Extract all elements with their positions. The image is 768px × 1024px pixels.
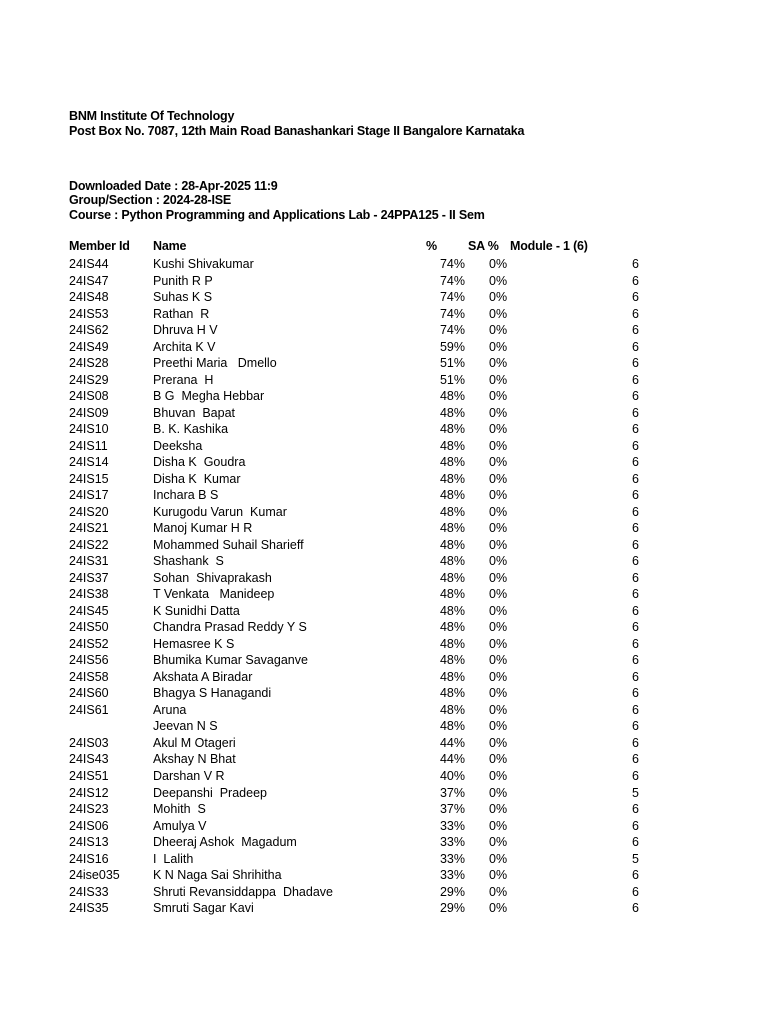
sa-percent-cell: 0% xyxy=(489,735,508,750)
module-cell: 6 xyxy=(632,257,639,271)
member-id-cell: 24IS53 xyxy=(69,306,109,321)
percent-cell: 48% xyxy=(439,603,465,618)
table-row xyxy=(0,487,768,504)
member-id-cell: 24ise035 xyxy=(69,868,120,883)
table-row xyxy=(0,306,768,323)
name-cell: B. K. Kashika xyxy=(153,422,229,437)
sa-percent-cell: 0% xyxy=(489,603,508,618)
percent-cell: 74% xyxy=(439,273,465,288)
sa-percent-cell: 0% xyxy=(489,290,508,305)
sa-percent-cell: 0% xyxy=(489,257,508,271)
sa-percent-cell: 0% xyxy=(489,356,508,371)
member-id-cell: 24IS29 xyxy=(69,372,109,387)
sa-percent-cell: 0% xyxy=(489,389,508,404)
percent-cell: 59% xyxy=(439,339,465,354)
percent-cell: 48% xyxy=(439,620,465,635)
name-cell: Darshan V R xyxy=(153,768,225,783)
table-row xyxy=(0,372,768,389)
percent-cell: 74% xyxy=(439,323,465,338)
module-cell: 6 xyxy=(632,802,639,817)
module-cell: 6 xyxy=(632,901,639,916)
table-row xyxy=(0,421,768,438)
table-row xyxy=(0,603,768,620)
sa-percent-cell: 0% xyxy=(489,702,508,717)
sa-percent-cell: 0% xyxy=(489,868,508,883)
table-row xyxy=(0,818,768,835)
institute-address: Post Box No. 7087, 12th Main Road Banashankari Stage II Bangalore Karnataka xyxy=(69,124,525,138)
name-cell: Inchara B S xyxy=(153,488,219,503)
name-cell: Manoj Kumar H R xyxy=(153,521,253,536)
table-row xyxy=(0,702,768,719)
member-id-cell: 24IS08 xyxy=(69,389,109,404)
name-cell: Prerana H xyxy=(153,372,214,387)
module-cell: 6 xyxy=(632,835,639,850)
table-row xyxy=(0,900,768,917)
name-cell: I Lalith xyxy=(153,851,194,866)
module-cell: 6 xyxy=(632,521,639,536)
sa-percent-cell: 0% xyxy=(489,802,508,817)
percent-cell: 48% xyxy=(439,488,465,503)
percent-cell: 74% xyxy=(439,306,465,321)
percent-cell: 48% xyxy=(439,455,465,470)
sa-percent-cell: 0% xyxy=(489,306,508,321)
percent-cell: 48% xyxy=(439,570,465,585)
member-id-cell: 24IS47 xyxy=(69,273,109,288)
percent-cell: 51% xyxy=(439,372,465,387)
module-cell: 6 xyxy=(632,719,639,734)
table-row xyxy=(0,504,768,521)
header-name: Name xyxy=(153,239,187,253)
table-row xyxy=(0,801,768,818)
name-cell: B G Megha Hebbar xyxy=(153,389,265,404)
name-cell: Archita K V xyxy=(153,339,216,354)
module-cell: 6 xyxy=(632,537,639,552)
percent-cell: 48% xyxy=(439,702,465,717)
sa-percent-cell: 0% xyxy=(489,339,508,354)
header-member-id: Member Id xyxy=(69,239,130,253)
percent-cell: 74% xyxy=(439,290,465,305)
percent-cell: 33% xyxy=(439,835,465,850)
table-row xyxy=(0,685,768,702)
name-cell: Bhuvan Bapat xyxy=(153,405,236,420)
name-cell: Aruna xyxy=(153,702,187,717)
name-cell: Shashank S xyxy=(153,554,224,569)
module-cell: 6 xyxy=(632,438,639,453)
sa-percent-cell: 0% xyxy=(489,504,508,519)
module-cell: 6 xyxy=(632,868,639,883)
module-cell: 6 xyxy=(632,422,639,437)
member-id-cell: 24IS37 xyxy=(69,570,109,585)
table-row xyxy=(0,718,768,735)
module-cell: 6 xyxy=(632,620,639,635)
table-row xyxy=(0,322,768,339)
member-id-cell: 24IS31 xyxy=(69,554,109,569)
module-cell: 6 xyxy=(632,339,639,354)
table-row xyxy=(0,884,768,901)
name-cell: Punith R P xyxy=(153,273,213,288)
percent-cell: 33% xyxy=(439,818,465,833)
percent-cell: 29% xyxy=(439,884,465,899)
name-cell: Deepanshi Pradeep xyxy=(153,785,267,800)
percent-cell: 48% xyxy=(439,636,465,651)
percent-cell: 44% xyxy=(439,735,465,750)
sa-percent-cell: 0% xyxy=(489,587,508,602)
member-id-cell: 24IS21 xyxy=(69,521,109,536)
sa-percent-cell: 0% xyxy=(489,686,508,701)
name-cell: Akul M Otageri xyxy=(153,735,236,750)
member-id-cell: 24IS23 xyxy=(69,802,109,817)
name-cell: Amulya V xyxy=(153,818,207,833)
module-cell: 6 xyxy=(632,570,639,585)
table-row xyxy=(0,256,768,273)
module-cell: 6 xyxy=(632,603,639,618)
header-sa-percent: SA % xyxy=(468,239,499,253)
percent-cell: 48% xyxy=(439,669,465,684)
table-row xyxy=(0,355,768,372)
member-id-cell: 24IS45 xyxy=(69,603,109,618)
member-id-cell: 24IS06 xyxy=(69,818,109,833)
member-id-cell: 24IS10 xyxy=(69,422,109,437)
percent-cell: 37% xyxy=(439,785,465,800)
module-cell: 6 xyxy=(632,405,639,420)
module-cell: 6 xyxy=(632,818,639,833)
sa-percent-cell: 0% xyxy=(489,653,508,668)
sa-percent-cell: 0% xyxy=(489,719,508,734)
group-section: Group/Section : 2024-28-ISE xyxy=(69,193,232,207)
module-cell: 6 xyxy=(632,488,639,503)
member-id-cell: 24IS43 xyxy=(69,752,109,767)
sa-percent-cell: 0% xyxy=(489,901,508,916)
member-id-cell: 24IS14 xyxy=(69,455,109,470)
percent-cell: 48% xyxy=(439,554,465,569)
table-row xyxy=(0,851,768,868)
header-percent: % xyxy=(426,239,437,253)
member-id-cell: 24IS62 xyxy=(69,323,109,338)
member-id-cell: 24IS56 xyxy=(69,653,109,668)
percent-cell: 29% xyxy=(439,901,465,916)
member-id-cell: 24IS03 xyxy=(69,735,109,750)
percent-cell: 37% xyxy=(439,802,465,817)
module-cell: 6 xyxy=(632,306,639,321)
table-row xyxy=(0,339,768,356)
sa-percent-cell: 0% xyxy=(489,554,508,569)
module-cell: 6 xyxy=(632,735,639,750)
module-cell: 5 xyxy=(632,785,639,800)
member-id-cell: 24IS52 xyxy=(69,636,109,651)
sa-percent-cell: 0% xyxy=(489,471,508,486)
member-id-cell: 24IS58 xyxy=(69,669,109,684)
table-row xyxy=(0,405,768,422)
name-cell: Akshata A Biradar xyxy=(153,669,253,684)
module-cell: 6 xyxy=(632,323,639,338)
name-cell: K Sunidhi Datta xyxy=(153,603,240,618)
module-cell: 6 xyxy=(632,389,639,404)
table-row xyxy=(0,553,768,570)
percent-cell: 40% xyxy=(439,768,465,783)
name-cell: Disha K Goudra xyxy=(153,455,246,470)
percent-cell: 48% xyxy=(439,422,465,437)
table-row xyxy=(0,471,768,488)
sa-percent-cell: 0% xyxy=(489,521,508,536)
name-cell: T Venkata Manideep xyxy=(153,587,275,602)
sa-percent-cell: 0% xyxy=(489,884,508,899)
module-cell: 6 xyxy=(632,686,639,701)
percent-cell: 48% xyxy=(439,405,465,420)
member-id-cell: 24IS09 xyxy=(69,405,109,420)
module-cell: 5 xyxy=(632,851,639,866)
percent-cell: 48% xyxy=(439,719,465,734)
member-id-cell: 24IS22 xyxy=(69,537,109,552)
member-id-cell: 24IS38 xyxy=(69,587,109,602)
sa-percent-cell: 0% xyxy=(489,537,508,552)
name-cell: Rathan R xyxy=(153,306,210,321)
module-cell: 6 xyxy=(632,455,639,470)
sa-percent-cell: 0% xyxy=(489,455,508,470)
member-id-cell: 24IS48 xyxy=(69,290,109,305)
sa-percent-cell: 0% xyxy=(489,273,508,288)
name-cell: Preethi Maria Dmello xyxy=(153,356,277,371)
table-row xyxy=(0,586,768,603)
sa-percent-cell: 0% xyxy=(489,752,508,767)
module-cell: 6 xyxy=(632,636,639,651)
sa-percent-cell: 0% xyxy=(489,835,508,850)
percent-cell: 48% xyxy=(439,504,465,519)
member-id-cell: 24IS28 xyxy=(69,356,109,371)
percent-cell: 48% xyxy=(439,686,465,701)
name-cell: Chandra Prasad Reddy Y S xyxy=(153,620,307,635)
name-cell: Kurugodu Varun Kumar xyxy=(153,504,287,519)
table-row xyxy=(0,735,768,752)
sa-percent-cell: 0% xyxy=(489,570,508,585)
module-cell: 6 xyxy=(632,653,639,668)
sa-percent-cell: 0% xyxy=(489,851,508,866)
member-id-cell: 24IS16 xyxy=(69,851,109,866)
module-cell: 6 xyxy=(632,273,639,288)
table-row xyxy=(0,636,768,653)
member-id-cell: 24IS13 xyxy=(69,835,109,850)
name-cell: Suhas K S xyxy=(153,290,213,305)
name-cell: Bhagya S Hanagandi xyxy=(153,686,272,701)
percent-cell: 48% xyxy=(439,521,465,536)
table-row xyxy=(0,438,768,455)
header-module: Module - 1 (6) xyxy=(510,239,588,253)
name-cell: Deeksha xyxy=(153,438,203,453)
module-cell: 6 xyxy=(632,752,639,767)
member-id-cell: 24IS12 xyxy=(69,785,109,800)
member-id-cell: 24IS11 xyxy=(69,438,108,453)
name-cell: Dheeraj Ashok Magadum xyxy=(153,835,297,850)
sa-percent-cell: 0% xyxy=(489,636,508,651)
member-id-cell: 24IS60 xyxy=(69,686,109,701)
table-row xyxy=(0,537,768,554)
name-cell: Jeevan N S xyxy=(153,719,218,734)
module-cell: 6 xyxy=(632,290,639,305)
table-row xyxy=(0,751,768,768)
sa-percent-cell: 0% xyxy=(489,669,508,684)
name-cell: Mohammed Suhail Sharieff xyxy=(153,537,304,552)
member-id-cell: 24IS51 xyxy=(69,768,109,783)
table-row xyxy=(0,570,768,587)
name-cell: Dhruva H V xyxy=(153,323,218,338)
sa-percent-cell: 0% xyxy=(489,818,508,833)
member-id-cell: 24IS61 xyxy=(69,702,109,717)
attendance-table xyxy=(0,256,768,917)
sa-percent-cell: 0% xyxy=(489,768,508,783)
member-id-cell: 24IS17 xyxy=(69,488,109,503)
module-cell: 6 xyxy=(632,554,639,569)
module-cell: 6 xyxy=(632,372,639,387)
name-cell: Shruti Revansiddappa Dhadave xyxy=(153,884,333,899)
table-row xyxy=(0,289,768,306)
percent-cell: 48% xyxy=(439,389,465,404)
module-cell: 6 xyxy=(632,471,639,486)
member-id-cell: 24IS35 xyxy=(69,901,109,916)
institute-name: BNM Institute Of Technology xyxy=(69,109,235,123)
table-row xyxy=(0,520,768,537)
module-cell: 6 xyxy=(632,768,639,783)
sa-percent-cell: 0% xyxy=(489,620,508,635)
sa-percent-cell: 0% xyxy=(489,785,508,800)
table-row xyxy=(0,619,768,636)
name-cell: Hemasree K S xyxy=(153,636,235,651)
sa-percent-cell: 0% xyxy=(489,405,508,420)
table-row xyxy=(0,454,768,471)
sa-percent-cell: 0% xyxy=(489,323,508,338)
table-row xyxy=(0,785,768,802)
downloaded-date: Downloaded Date : 28-Apr-2025 11:9 xyxy=(69,179,278,193)
percent-cell: 48% xyxy=(439,587,465,602)
percent-cell: 44% xyxy=(439,752,465,767)
table-row xyxy=(0,652,768,669)
module-cell: 6 xyxy=(632,504,639,519)
name-cell: Sohan Shivaprakash xyxy=(153,570,272,585)
percent-cell: 74% xyxy=(439,257,465,271)
name-cell: Disha K Kumar xyxy=(153,471,241,486)
table-row xyxy=(0,867,768,884)
name-cell: Smruti Sagar Kavi xyxy=(153,901,254,916)
member-id-cell: 24IS33 xyxy=(69,884,109,899)
sa-percent-cell: 0% xyxy=(489,488,508,503)
name-cell: Kushi Shivakumar xyxy=(153,257,254,271)
module-cell: 6 xyxy=(632,587,639,602)
member-id-cell: 24IS20 xyxy=(69,504,109,519)
member-id-cell: 24IS50 xyxy=(69,620,109,635)
table-row xyxy=(0,388,768,405)
name-cell: Mohith S xyxy=(153,802,206,817)
member-id-cell: 24IS44 xyxy=(69,257,109,271)
percent-cell: 33% xyxy=(439,851,465,866)
table-row xyxy=(0,669,768,686)
percent-cell: 33% xyxy=(439,868,465,883)
course-title: Course : Python Programming and Applications Lab - 24PPA125 - II Sem xyxy=(69,208,485,222)
sa-percent-cell: 0% xyxy=(489,372,508,387)
module-cell: 6 xyxy=(632,884,639,899)
percent-cell: 48% xyxy=(439,471,465,486)
member-id-cell: 24IS49 xyxy=(69,339,109,354)
name-cell: K N Naga Sai Shrihitha xyxy=(153,868,282,883)
table-row xyxy=(0,834,768,851)
table-row xyxy=(0,768,768,785)
percent-cell: 48% xyxy=(439,537,465,552)
percent-cell: 48% xyxy=(439,438,465,453)
module-cell: 6 xyxy=(632,702,639,717)
table-row xyxy=(0,273,768,290)
member-id-cell: 24IS15 xyxy=(69,471,109,486)
name-cell: Akshay N Bhat xyxy=(153,752,236,767)
module-cell: 6 xyxy=(632,669,639,684)
sa-percent-cell: 0% xyxy=(489,438,508,453)
module-cell: 6 xyxy=(632,356,639,371)
name-cell: Bhumika Kumar Savaganve xyxy=(153,653,308,668)
sa-percent-cell: 0% xyxy=(489,422,508,437)
percent-cell: 48% xyxy=(439,653,465,668)
percent-cell: 51% xyxy=(439,356,465,371)
